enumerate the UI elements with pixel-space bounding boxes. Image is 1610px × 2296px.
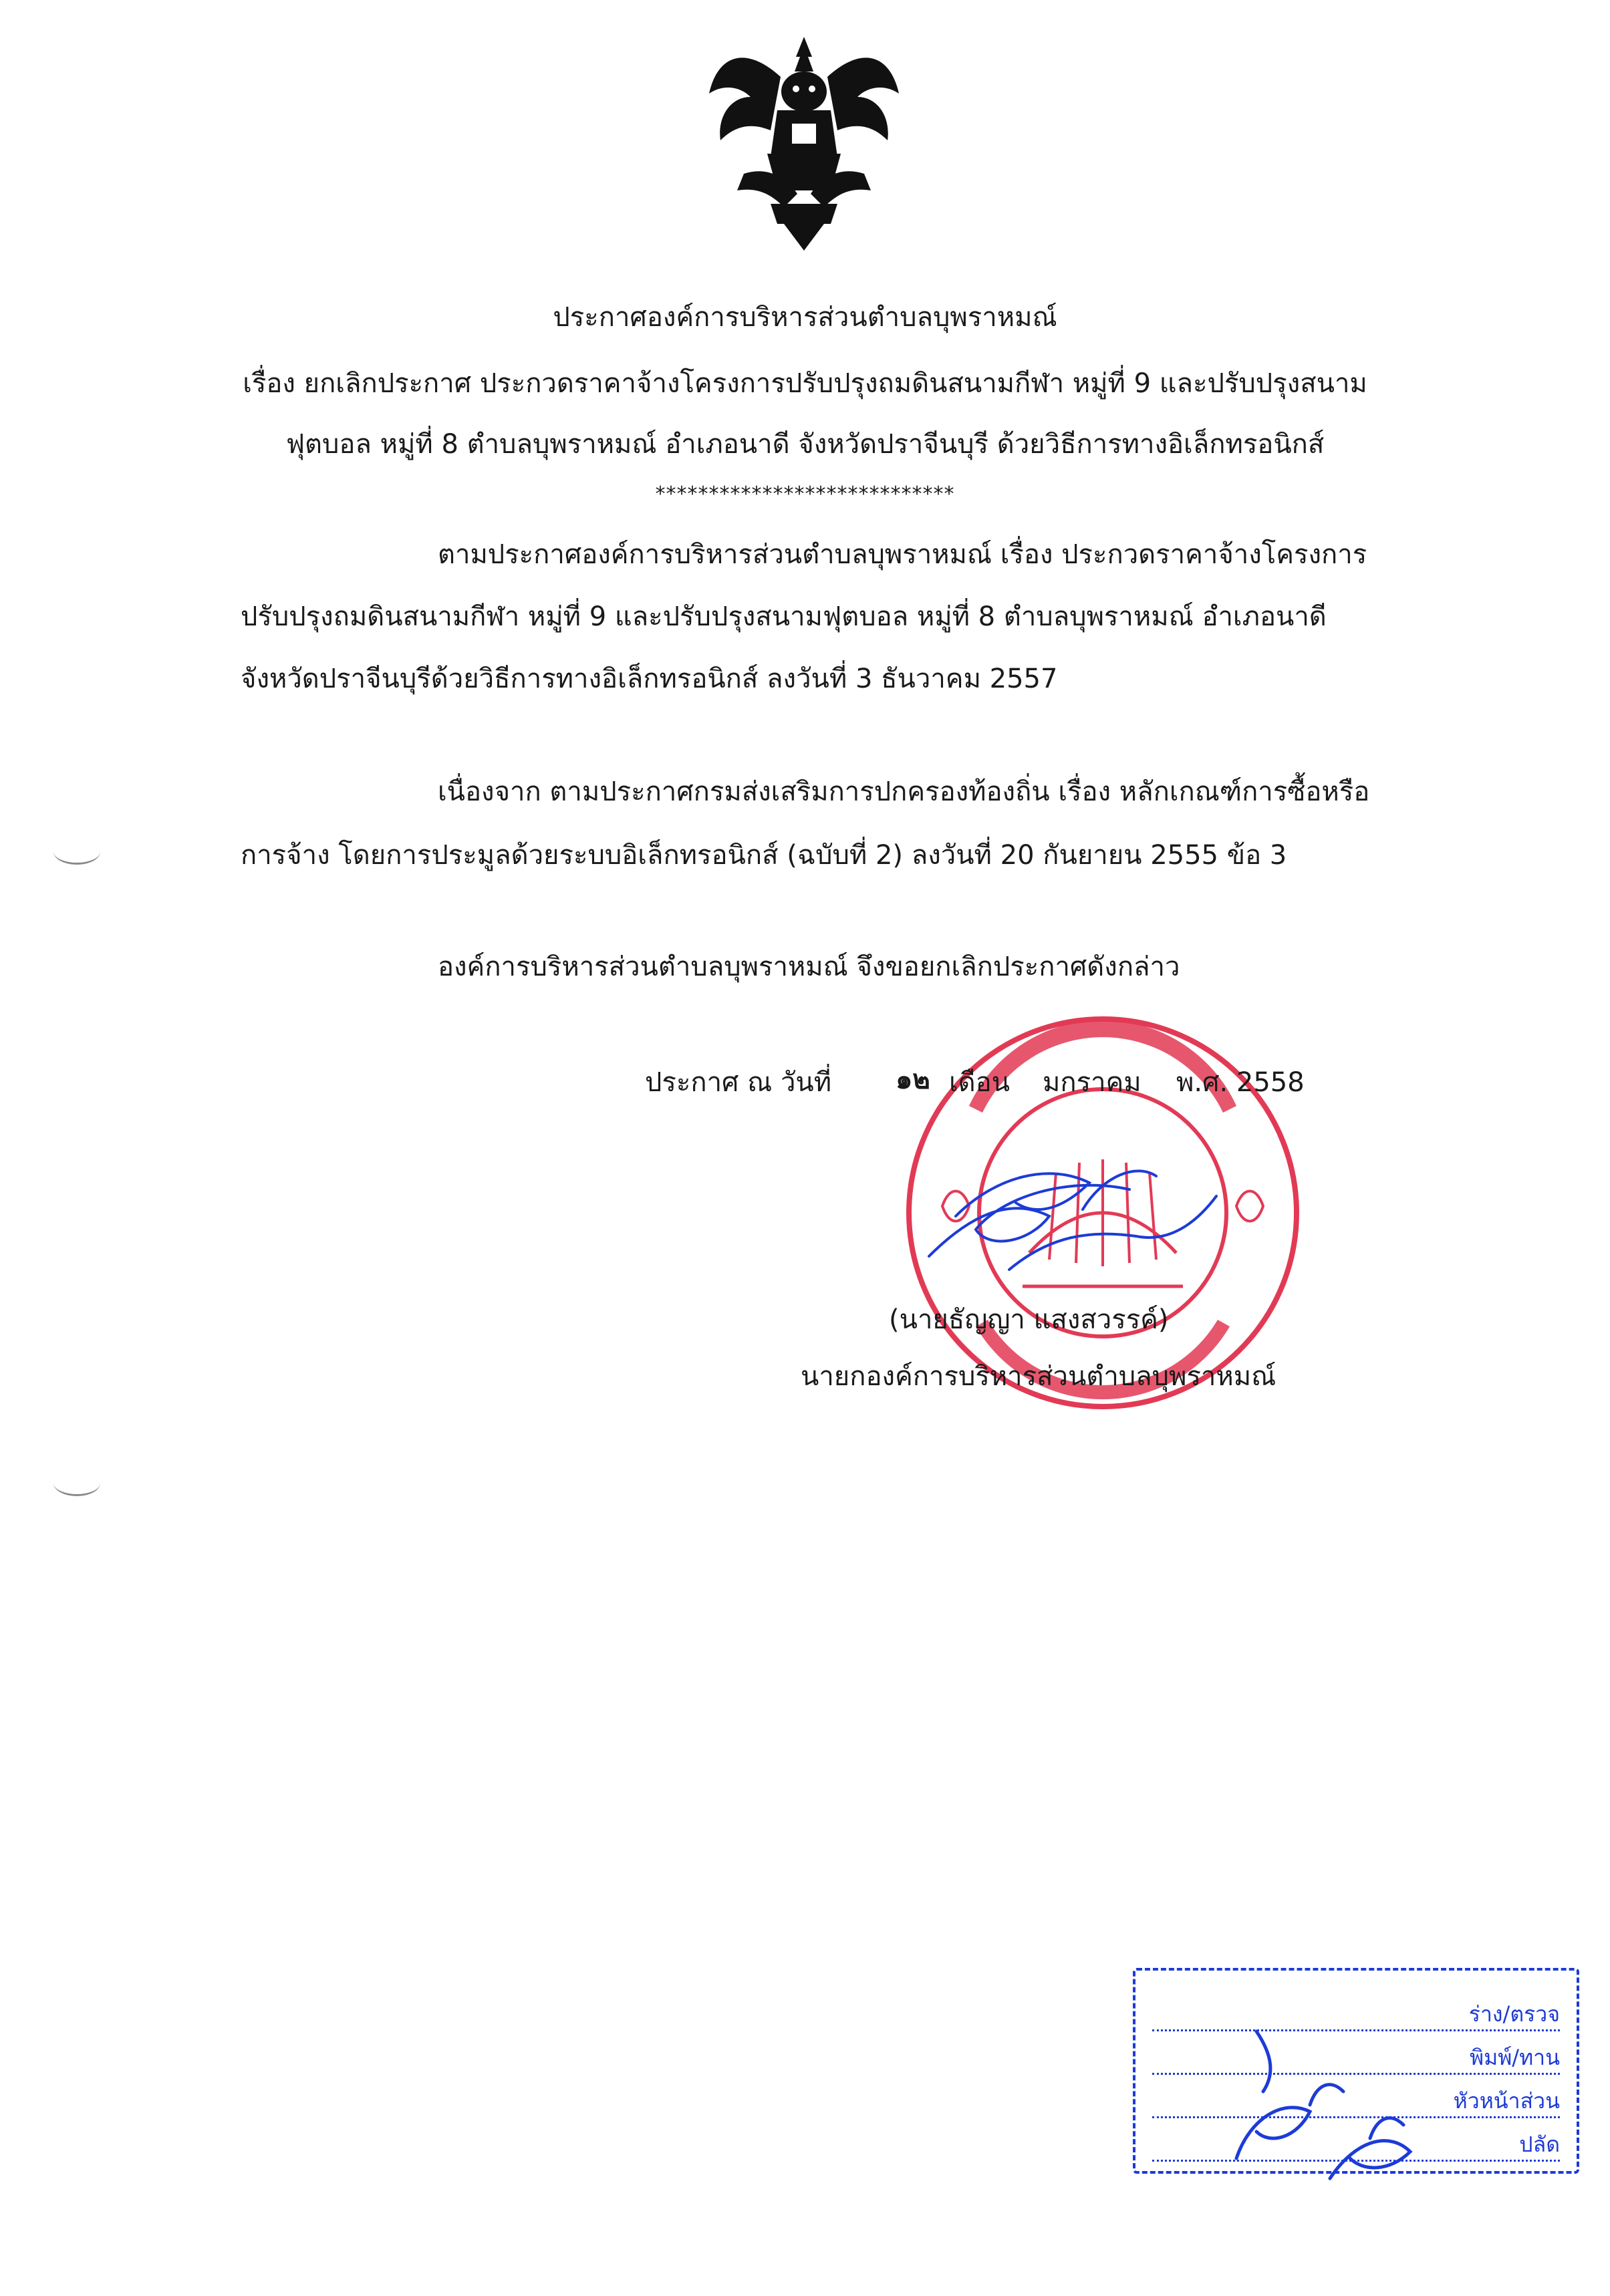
paragraph2-line2: การจ้าง โดยการประมูลด้วยระบบอิเล็กทรอนิกส์ (ฉบับที่ 2) ลงวันที่ 20 กันยายน 2555 ข้อ 3 [241, 840, 1287, 871]
date-day: ๑๒ [896, 1064, 930, 1095]
handwritten-signature-icon [916, 1136, 1236, 1290]
paragraph1-line3: จังหวัดปราจีนบุรีด้วยวิธีการทางอิเล็กทรอนิกส์ ลงวันที่ 3 ธันวาคม 2557 [241, 664, 1058, 694]
stamp-row-clerk: ปลัด [1152, 2128, 1560, 2162]
garuda-emblem-icon [704, 30, 904, 254]
separator-stars: **************************** [655, 482, 955, 506]
date-month: มกราคม [1043, 1067, 1142, 1098]
stamp-row-head: หัวหน้าส่วน [1152, 2084, 1560, 2118]
stamp-row-draft: ร่าง/ตรวจ [1152, 1997, 1560, 2031]
date-month-label: เดือน [949, 1067, 1011, 1098]
paragraph1-line1: ตามประกาศองค์การบริหารส่วนตำบลบุพราหมณ์ เรื่อง ประกวดราคาจ้างโครงการ [438, 539, 1367, 570]
paragraph1-line2: ปรับปรุงถมดินสนามกีฬา หมู่ที่ 9 และปรับปรุงสนามฟุตบอล หมู่ที่ 8 ตำบลบุพราหมณ์ อำเภอนาดี [241, 601, 1327, 632]
stamp-initials-signature-icon [1210, 2025, 1450, 2198]
subject-line-2: ฟุตบอล หมู่ที่ 8 ตำบลบุพราหมณ์ อำเภอนาดี จังหวัดปราจีนบุรี ด้วยวิธีการทางอิเล็กทรอนิกส์ [285, 429, 1325, 460]
date-prefix: ประกาศ ณ วันที่ [645, 1067, 832, 1098]
punch-hole-mark [53, 1470, 100, 1496]
paragraph2-line1: เนื่องจาก ตามประกาศกรมส่งเสริมการปกครองท้องถิ่น เรื่อง หลักเกณฑ์การซื้อหรือ [438, 776, 1370, 807]
signatory-name: (นายธัญญา แสงสวรรค์) [889, 1304, 1169, 1335]
date-year: พ.ศ. 2558 [1176, 1067, 1305, 1098]
subject-line-1: เรื่อง ยกเลิกประกาศ ประกวดราคาจ้างโครงการปรับปรุงถมดินสนามกีฬา หมู่ที่ 9 และปรับปรุงสนาม [243, 368, 1367, 399]
signatory-title: นายกองค์การบริหารส่วนตำบลบุพราหมณ์ [801, 1361, 1277, 1392]
stamp-row-typing: พิมพ์/ทาน [1152, 2041, 1560, 2075]
paragraph3: องค์การบริหารส่วนตำบลบุพราหมณ์ จึงขอยกเลิกประกาศดังกล่าว [438, 952, 1180, 982]
announcement-heading: ประกาศองค์การบริหารส่วนตำบลบุพราหมณ์ [553, 302, 1057, 333]
punch-hole-mark [53, 839, 100, 865]
